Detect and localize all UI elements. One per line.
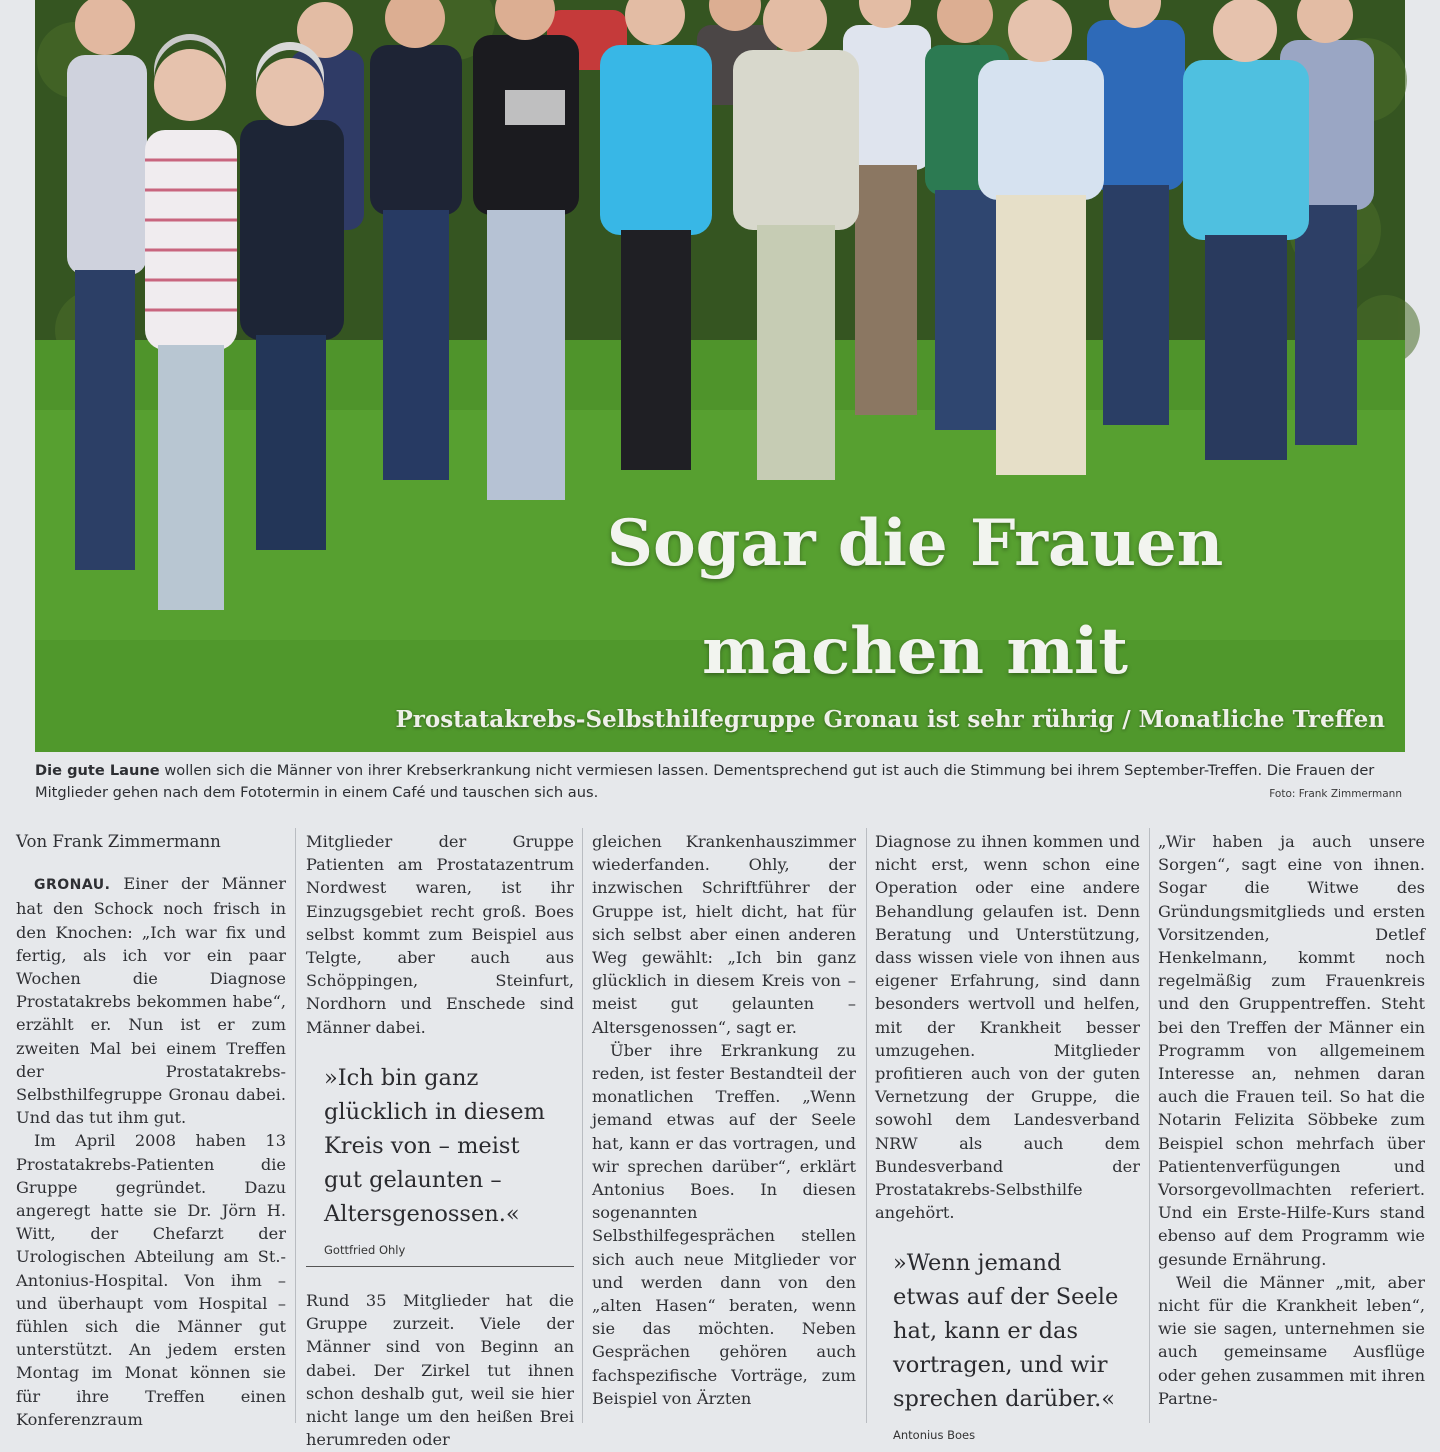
photo-caption <box>35 760 1405 804</box>
paragraph: Mitglieder der Gruppe Patienten am Prostatazentrum Nordwest waren, ist ihr Einzugsgebiet recht groß. Boes selbst kommt zum Beispiel aus Telgte, aber auch aus Schöppingen, Steinfurt, Nordhorn und Enschede sind Männer dabei. <box>306 832 574 1037</box>
column-rule <box>582 828 583 1423</box>
column-rule <box>866 828 867 1423</box>
article-column-3 <box>592 830 856 1423</box>
byline: Von Frank Zimmermann <box>16 832 221 851</box>
paragraph: gleichen Krankenhauszimmer wiederfanden. Ohly, der inzwischen Schriftführer der Gruppe ist, hielt dicht, hat für sich selbst aber einen anderen Weg gewählt: „Ich bin ganz glücklich in diesem Kreis von – meist gut gelaunten – Altersgenossen“, sagt er. <box>592 832 856 1037</box>
paragraph: Weil die Männer „mit, aber nicht für die Krankheit leben“, wie sie sagen, unternehmen sie auch gemeinsame Ausflüge oder gehen zusammen mit ihren Partne- <box>1158 1272 1425 1408</box>
paragraph: Über ihre Erkrankung zu reden, ist fester Bestandteil der monatlichen Treffen. „Wenn jemand etwas auf der Seele hat, kann er das vortragen, und wir sprechen darüber“, erklärt Antonius Boes. In diesen sogenannten Selbsthilfegesprächen stellen sich auch neue Mitglieder vor und werden dann von den „alten Hasen“ beraten, wenn sie das möchten. Neben Gesprächen gehören auch fachspezifische Vorträge, zum Beispiel von Ärzten <box>592 1040 856 1408</box>
pull-quote: »Ich bin ganz glücklich in diesem Kreis von – meist gut gelaunten – Altersgenossen.« <box>324 1064 545 1227</box>
headline-line-1: Sogar die Frauen <box>606 506 1224 581</box>
pull-quote-source: Gottfried Ohly <box>306 1239 574 1267</box>
paragraph-text: Einer der Männer hat den Schock noch frisch in den Knochen: „Ich war fix und fertig, als ich vor ein paar Wochen die Diagnose Prostatakrebs bekommen habe“, erzählt er. Nun ist er zum zweiten Mal bei einem Treffen der Prostatakrebs-Selbsthilfegruppe Gronau dabei. Und das tut ihm gut. <box>16 874 286 1128</box>
article-headline <box>535 490 1295 706</box>
pull-quote: »Wenn jemand etwas auf der Seele hat, kann er das vortragen, und wir sprechen darüber.« <box>893 1250 1119 1413</box>
headline-line-2: machen mit <box>702 614 1128 689</box>
paragraph: „Wir haben ja auch unsere Sorgen“, sagt eine von ihnen. Sogar die Witwe des Gründungsmitglieds und ersten Vorsitzenden, Detlef Henkelmann, kommt noch regelmäßig zum Frauenkreis und den Gruppentreffen. Steht bei den Treffen der Männer ein Programm von allgemeinem Interesse an, nehmen daran auch die Frauen teil. So hat die Notarin Felizita Söbbeke zum Beispiel schon mehrfach über Patientenverfügungen und Vorsorgevollmachten referiert. Und ein Erste-Hilfe-Kurs stand ebenso auf dem Programm wie gesunde Ernährung. <box>1158 832 1425 1269</box>
column-rule <box>295 828 296 1423</box>
caption-text: wollen sich die Männer von ihrer Krebserkrankung nicht vermiesen lassen. Dementsprechend gut ist auch die Stimmung bei ihrem September-Treffen. Die Frauen der Mitglieder gehen nach dem Fototermin in einem Café und tauschen sich aus. <box>35 762 1375 801</box>
article-column-1 <box>16 830 286 1429</box>
caption-lead: Die gute Laune <box>35 762 160 779</box>
dateline: GRONAU. <box>34 877 111 894</box>
paragraph: Rund 35 Mitglieder hat die Gruppe zurzeit. Viele der Männer sind von Beginn an dabei. Der Zirkel tut ihnen schon deshalb gut, weil sie hier nicht lange um den heißen Brei herumreden oder <box>306 1291 574 1450</box>
group-photo <box>35 0 1405 752</box>
paragraph: Im April 2008 haben 13 Prostatakrebs-Patienten die Gruppe gegründet. Dazu angeregt hatte sie Dr. Jörn H. Witt, der Chefarzt der Urologischen Abteilung am St.-Antonius-Hospital. Von ihm – und überhaupt vom Hospital – fühlen sich die Männer gut unterstützt. An jedem ersten Montag im Monat können sie für ihre Treffen einen Konferenzraum <box>16 1131 286 1429</box>
paragraph: Diagnose zu ihnen kommen und nicht erst, wenn schon eine Operation oder eine andere Behandlung gelaufen ist. Denn Beratung und Unterstützung, dass wissen viele von ihnen aus eigener Erfahrung, sind dann besonders wertvoll und helfen, mit der Krankheit besser umzugehen. Mitglieder profitieren auch von der guten Vernetzung der Gruppe, die sowohl dem Landesverband NRW als auch dem Bundesverband der Prostatakrebs-Selbsthilfe angehört. <box>875 832 1140 1223</box>
pull-quote-source: Antonius Boes <box>893 1428 976 1443</box>
column-rule <box>1149 828 1150 1423</box>
article-column-4 <box>875 830 1140 1443</box>
paragraph <box>16 872 286 1129</box>
photo-credit: Foto: Frank Zimmermann <box>1269 788 1402 800</box>
article-column-2 <box>306 830 574 1450</box>
article-column-5 <box>1158 830 1425 1423</box>
article-subheadline: Prostatakrebs-Selbsthilfegruppe Gronau ist sehr rührig / Monatliche Treffen <box>395 706 1385 733</box>
